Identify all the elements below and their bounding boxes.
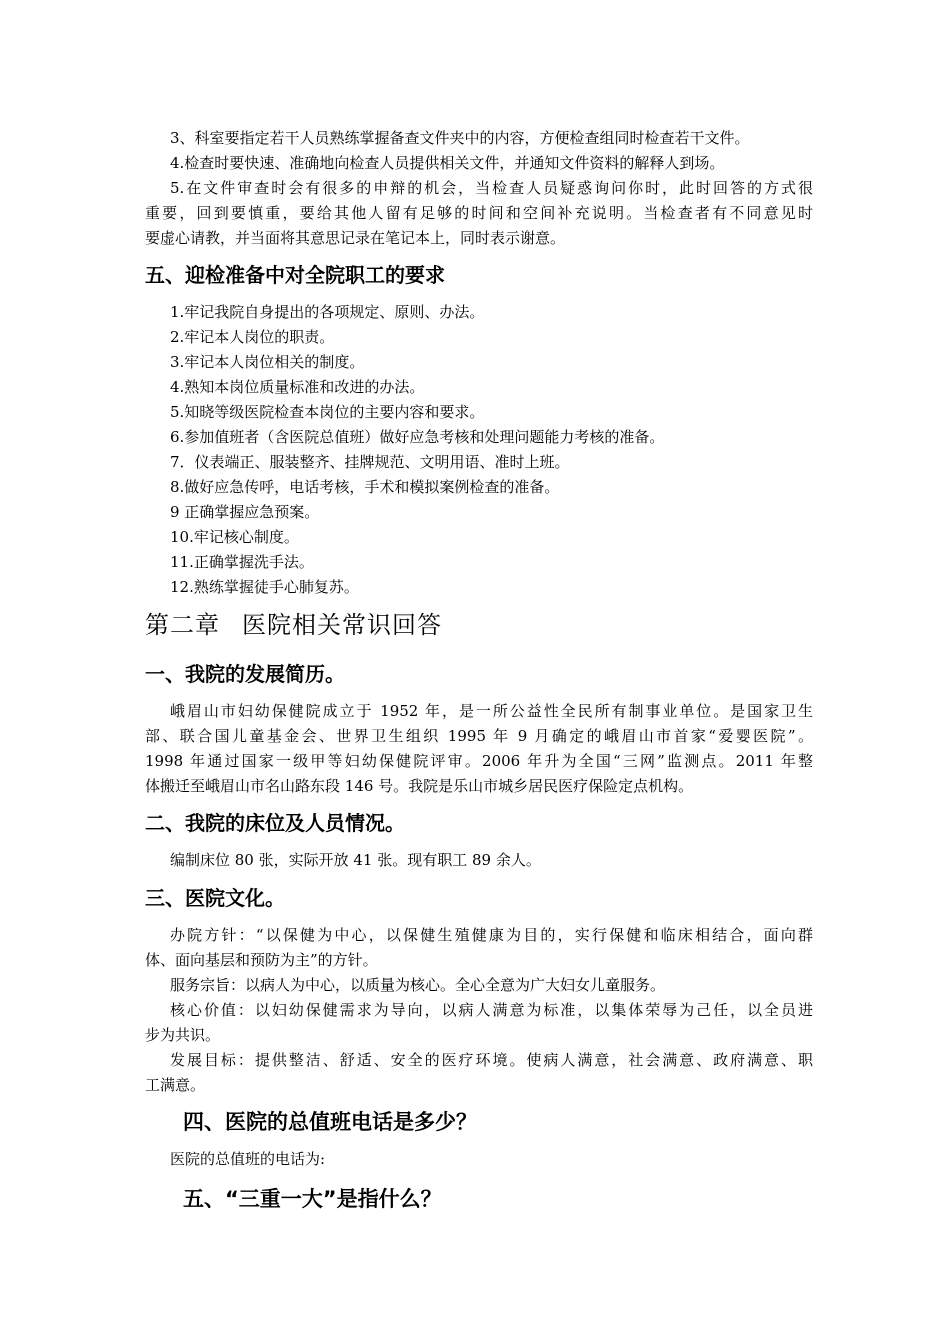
paragraph-line: 发展目标：提供整洁、舒适、安全的医疗环境。使病人满意，社会满意、政府满意、职 <box>170 1051 813 1069</box>
paragraph-line: 重要，回到要慎重，要给其他人留有足够的时间和空间补充说明。当检查者有不同意见时 <box>145 204 813 222</box>
list-item: 3.牢记本人岗位相关的制度。 <box>170 353 365 371</box>
list-item: 4.熟知本岗位质量标准和改进的办法。 <box>170 378 425 396</box>
paragraph-line: 3、科室要指定若干人员熟练掌握备查文件夹中的内容，方便检查组同时检查若干文件。 <box>170 129 750 147</box>
list-item: 6.参加值班者（含医院总值班）做好应急考核和处理问题能力考核的准备。 <box>170 428 665 446</box>
paragraph-line: 工满意。 <box>145 1076 206 1094</box>
paragraph-line: 体搬迁至峨眉山市名山路东段 146 号。我院是乐山市城乡居民医疗保险定点机构。 <box>145 777 694 795</box>
list-item: 1.牢记我院自身提出的各项规定、原则、办法。 <box>170 303 485 321</box>
paragraph-line: 体、面向基层和预防为主”的方针。 <box>145 951 378 969</box>
chapter-title: 医院相关常识回答 <box>242 611 442 639</box>
list-item: 10.牢记核心制度。 <box>170 528 299 546</box>
paragraph-line: 核心价值：以妇幼保健需求为导向，以病人满意为标准，以集体荣辱为己任，以全员进 <box>170 1001 813 1019</box>
section-heading: 二、我院的床位及人员情况。 <box>145 811 405 835</box>
chapter-heading <box>145 609 442 641</box>
paragraph-line: 峨眉山市妇幼保健院成立于 1952 年，是一所公益性全民所有制事业单位。是国家卫生 <box>170 702 813 720</box>
list-item: 5.知晓等级医院检查本岗位的主要内容和要求。 <box>170 403 485 421</box>
paragraph-line: 1998 年通过国家一级甲等妇幼保健院评审。2006 年升为全国“三网”监测点。2011 年整 <box>145 752 813 770</box>
chapter-number: 第二章 <box>145 611 220 639</box>
paragraph-line: 服务宗旨：以病人为中心，以质量为核心。全心全意为广大妇女儿童服务。 <box>170 976 666 994</box>
paragraph-line: 5.在文件审查时会有很多的申辩的机会，当检查人员疑惑询问你时，此时回答的方式很 <box>170 179 813 197</box>
section-heading: 四、医院的总值班电话是多少？ <box>183 1110 477 1134</box>
section-heading: 五、“三重一大”是指什么？ <box>183 1187 442 1211</box>
list-item: 12.熟练掌握徒手心肺复苏。 <box>170 578 359 596</box>
section-heading: 一、我院的发展简历。 <box>145 662 345 686</box>
list-item: 9 正确掌握应急预案。 <box>170 503 320 521</box>
paragraph-line: 4.检查时要快速、准确地向检查人员提供相关文件，并通知文件资料的解释人到场。 <box>170 154 725 172</box>
paragraph-line: 部、联合国儿童基金会、世界卫生组织 1995 年 9 月确定的峨眉山市首家“爱婴医院”。 <box>145 727 813 745</box>
list-item: 2.牢记本人岗位的职责。 <box>170 328 335 346</box>
paragraph-line: 步为共识。 <box>145 1026 221 1044</box>
paragraph-line: 要虚心请教，并当面将其意思记录在笔记本上，同时表示谢意。 <box>145 229 566 247</box>
paragraph-line: 办院方针：“以保健为中心，以保健生殖健康为目的，实行保健和临床相结合，面向群 <box>170 926 813 944</box>
list-item: 7．仪表端正、服装整齐、挂牌规范、文明用语、准时上班。 <box>170 453 570 471</box>
section-heading: 三、医院文化。 <box>145 886 285 910</box>
list-item: 8.做好应急传呼，电话考核，手术和模拟案例检查的准备。 <box>170 478 560 496</box>
paragraph-line: 医院的总值班的电话为: <box>170 1150 326 1168</box>
list-item: 11.正确掌握洗手法。 <box>170 553 314 571</box>
paragraph-line: 编制床位 80 张，实际开放 41 张。现有职工 89 余人。 <box>170 851 541 869</box>
section-heading: 五、迎检准备中对全院职工的要求 <box>145 263 445 287</box>
